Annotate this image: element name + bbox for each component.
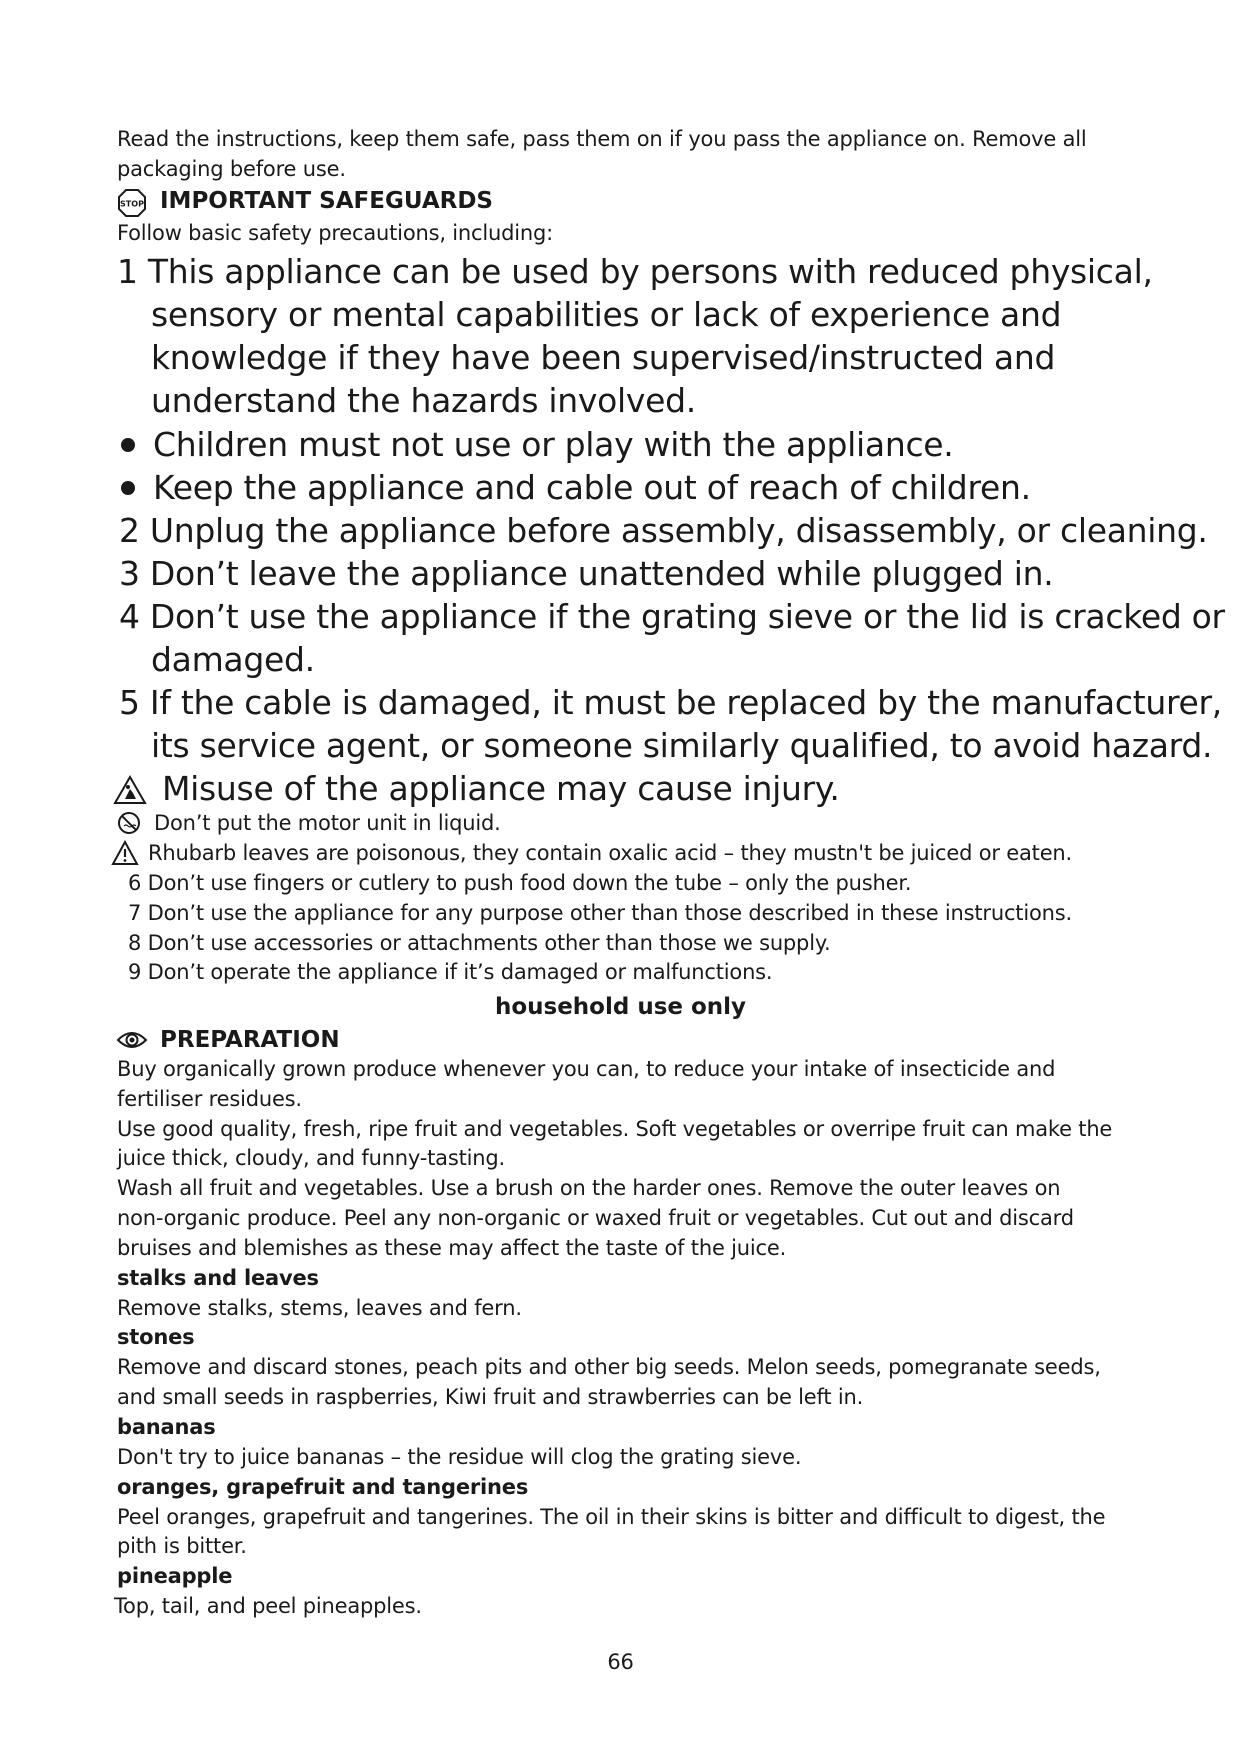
pineapple-heading: pineapple — [117, 1564, 233, 1588]
safeguards-heading: IMPORTANT SAFEGUARDS — [160, 188, 493, 214]
oranges-line-1: Peel oranges, grapefruit and tangerines. The oil in their skins is bitter and difficult to digest, the — [117, 1505, 1106, 1529]
bullet-out-of-reach: Keep the appliance and cable out of reach of children. — [153, 468, 1031, 507]
preparation-p3-line-3: bruises and blemishes as these may affect the taste of the juice. — [117, 1236, 787, 1260]
intro-line-2: packaging before use. — [117, 157, 346, 181]
stalks-heading: stalks and leaves — [117, 1266, 319, 1290]
safeguard-item-3: 3 Don’t leave the appliance unattended while plugged in. — [119, 554, 1054, 593]
stop-sign-icon — [117, 188, 147, 218]
safeguard-item-8: 8 Don’t use accessories or attachments other than those we supply. — [128, 931, 831, 955]
safeguard-item-7: 7 Don’t use the appliance for any purpose other than those described in these instructions. — [128, 901, 1072, 925]
stones-line-1: Remove and discard stones, peach pits and other big seeds. Melon seeds, pomegranate seeds, — [117, 1355, 1101, 1379]
safeguard-item-9: 9 Don’t operate the appliance if it’s damaged or malfunctions. — [128, 960, 773, 984]
safeguard-item-1-line-2: sensory or mental capabilities or lack of experience and — [151, 295, 1062, 334]
preparation-heading: PREPARATION — [160, 1027, 340, 1053]
oranges-line-2: pith is bitter. — [117, 1534, 247, 1558]
preparation-p3-line-1: Wash all fruit and vegetables. Use a brush on the harder ones. Remove the outer leaves on — [117, 1176, 1061, 1200]
stop-sign-text: STOP — [120, 199, 144, 209]
safeguard-item-5-line-2: its service agent, or someone similarly qualified, to avoid hazard. — [151, 726, 1213, 765]
stones-line-2: and small seeds in raspberries, Kiwi fruit and strawberries can be left in. — [117, 1385, 864, 1409]
preparation-p1-line-1: Buy organically grown produce whenever you can, to reduce your intake of insecticide and — [117, 1057, 1056, 1081]
pineapple-text: Top, tail, and peel pineapples. — [114, 1594, 422, 1618]
preparation-p2-line-2: juice thick, cloudy, and funny-tasting. — [117, 1146, 505, 1170]
bullet-dot-icon — [121, 481, 135, 495]
safeguard-item-4-line-2: damaged. — [151, 640, 315, 679]
rhubarb-warning: Rhubarb leaves are poisonous, they contain oxalic acid – they mustn't be juiced or eaten. — [148, 841, 1073, 865]
preparation-p3-line-2: non-organic produce. Peel any non-organic or waxed fruit or vegetables. Cut out and discard — [117, 1206, 1074, 1230]
household-use-only: household use only — [494, 994, 747, 1020]
eye-icon — [116, 1029, 148, 1051]
intro-line-1: Read the instructions, keep them safe, pass them on if you pass the appliance on. Remove all — [117, 127, 1087, 151]
safeguards-subheading: Follow basic safety precautions, including: — [117, 221, 553, 245]
page-number: 66 — [607, 1650, 634, 1674]
preparation-p1-line-2: fertiliser residues. — [117, 1087, 302, 1111]
stalks-text: Remove stalks, stems, leaves and fern. — [117, 1296, 522, 1320]
safeguard-item-1-line-3: knowledge if they have been supervised/instructed and — [151, 338, 1056, 377]
stones-heading: stones — [117, 1325, 195, 1349]
safeguard-item-5-line-1: 5 If the cable is damaged, it must be replaced by the manufacturer, — [119, 683, 1222, 722]
safeguard-item-6: 6 Don’t use fingers or cutlery to push food down the tube – only the pusher. — [128, 871, 912, 895]
bullet-dot-icon — [121, 438, 135, 452]
safeguard-item-4-line-1: 4 Don’t use the appliance if the grating sieve or the lid is cracked or — [119, 597, 1225, 636]
bullet-children-no-play: Children must not use or play with the appliance. — [153, 425, 954, 464]
motor-liquid-warning: Don’t put the motor unit in liquid. — [154, 811, 501, 835]
misuse-warning: Misuse of the appliance may cause injury. — [162, 769, 840, 808]
bananas-heading: bananas — [117, 1415, 216, 1439]
safeguard-item-2: 2 Unplug the appliance before assembly, disassembly, or cleaning. — [119, 511, 1208, 550]
bananas-text: Don't try to juice bananas – the residue will clog the grating sieve. — [117, 1445, 802, 1469]
injury-warning-icon — [113, 775, 147, 805]
safeguard-item-1-line-4: understand the hazards involved. — [151, 381, 696, 420]
preparation-p2-line-1: Use good quality, fresh, ripe fruit and vegetables. Soft vegetables or overripe fruit can make the — [117, 1117, 1113, 1141]
oranges-heading: oranges, grapefruit and tangerines — [117, 1475, 529, 1499]
no-immersion-icon — [117, 811, 141, 835]
caution-triangle-icon — [111, 840, 139, 866]
safeguard-item-1-line-1: 1 This appliance can be used by persons with reduced physical, — [117, 252, 1153, 291]
